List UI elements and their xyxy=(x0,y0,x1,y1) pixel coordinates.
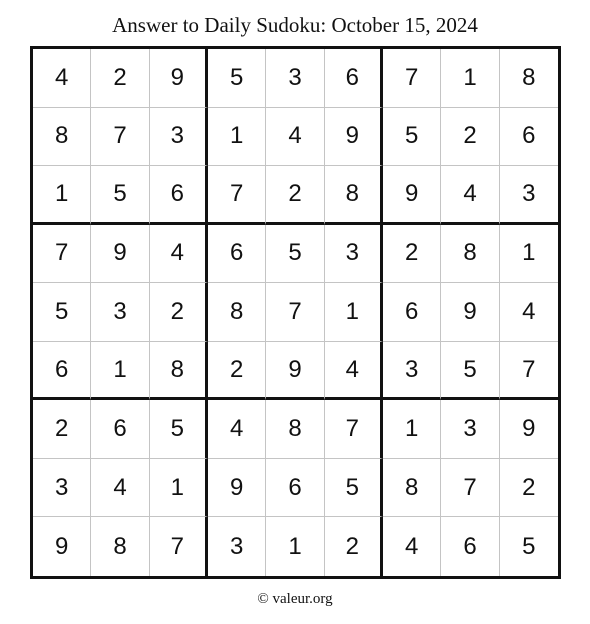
sudoku-cell: 3 xyxy=(441,400,499,459)
sudoku-cell: 4 xyxy=(383,517,441,576)
sudoku-board xyxy=(30,46,561,579)
sudoku-cell: 5 xyxy=(91,166,149,225)
sudoku-cell: 5 xyxy=(522,532,536,560)
sudoku-cell: 6 xyxy=(91,400,149,459)
sudoku-cell: 9 xyxy=(325,108,383,167)
sudoku-cell: 4 xyxy=(208,400,266,459)
sudoku-cell: 2 xyxy=(441,108,499,167)
sudoku-cell: 9 xyxy=(91,225,149,284)
sudoku-cell: 7 xyxy=(91,108,149,167)
sudoku-cell: 5 xyxy=(33,283,91,342)
sudoku-cell: 2 xyxy=(150,283,208,342)
sudoku-cell: 1 xyxy=(266,517,324,576)
sudoku-cell: 2 xyxy=(383,225,441,284)
sudoku-cell: 9 xyxy=(500,400,558,459)
sudoku-cell: 8 xyxy=(441,225,499,284)
sudoku-cell: 7 xyxy=(208,166,266,225)
sudoku-cell: 7 xyxy=(150,517,208,576)
sudoku-cell: 5 xyxy=(441,342,499,401)
sudoku-cell: 8 xyxy=(91,517,149,576)
sudoku-cell: 9 xyxy=(266,342,324,401)
sudoku-cell: 6 xyxy=(325,49,383,108)
sudoku-cell: 4 xyxy=(266,108,324,167)
sudoku-cell: 9 xyxy=(33,517,91,576)
sudoku-cell: 2 xyxy=(266,166,324,225)
sudoku-cell: 8 xyxy=(500,49,558,108)
sudoku-cell: 4 xyxy=(325,342,383,401)
sudoku-cell: 7 xyxy=(33,225,91,284)
sudoku-cell: 8 xyxy=(208,283,266,342)
sudoku-cell: 1 xyxy=(325,283,383,342)
sudoku-cell: 7 xyxy=(500,342,558,401)
sudoku-cell: 6 xyxy=(208,225,266,284)
sudoku-cell: 9 xyxy=(441,283,499,342)
sudoku-cell: 7 xyxy=(325,400,383,459)
sudoku-cell: 3 xyxy=(266,49,324,108)
sudoku-cell: 1 xyxy=(383,400,441,459)
sudoku-cell: 5 xyxy=(325,459,383,518)
sudoku-cell: 9 xyxy=(208,459,266,518)
puzzle-title: Answer to Daily Sudoku: October 15, 2024 xyxy=(112,13,478,37)
sudoku-cell: 2 xyxy=(91,49,149,108)
sudoku-cell: 4 xyxy=(150,225,208,284)
sudoku-cell: 8 xyxy=(383,459,441,518)
sudoku-cell: 4 xyxy=(33,49,91,108)
sudoku-cell: 6 xyxy=(150,166,208,225)
sudoku-cell: 3 xyxy=(500,166,558,225)
sudoku-cell: 3 xyxy=(383,342,441,401)
sudoku-cell: 3 xyxy=(91,283,149,342)
sudoku-cell: 5 xyxy=(383,108,441,167)
sudoku-cell: 1 xyxy=(91,342,149,401)
sudoku-cell: 4 xyxy=(500,283,558,342)
sudoku-cell: 2 xyxy=(33,400,91,459)
sudoku-cell: 6 xyxy=(500,108,558,167)
sudoku-cell: 3 xyxy=(325,225,383,284)
sudoku-cell: 8 xyxy=(325,166,383,225)
sudoku-cell: 3 xyxy=(208,517,266,576)
sudoku-cell: 5 xyxy=(208,49,266,108)
sudoku-cell: 8 xyxy=(266,400,324,459)
sudoku-cell: 6 xyxy=(383,283,441,342)
sudoku-cell: 2 xyxy=(208,342,266,401)
sudoku-cell: 5 xyxy=(150,400,208,459)
sudoku-cell: 6 xyxy=(441,517,499,576)
sudoku-cell: 3 xyxy=(33,459,91,518)
sudoku-cell: 4 xyxy=(91,459,149,518)
sudoku-cell: 1 xyxy=(208,108,266,167)
sudoku-cell: 2 xyxy=(325,517,383,576)
sudoku-cell: 7 xyxy=(441,459,499,518)
copyright-footer: © valeur.org xyxy=(257,591,333,607)
sudoku-cell: 1 xyxy=(500,225,558,284)
sudoku-cell: 1 xyxy=(441,49,499,108)
sudoku-cell: 5 xyxy=(266,225,324,284)
sudoku-cell: 7 xyxy=(383,49,441,108)
sudoku-cell: 9 xyxy=(150,49,208,108)
sudoku-cell: 2 xyxy=(500,459,558,518)
sudoku-cell: 6 xyxy=(33,342,91,401)
sudoku-cell: 6 xyxy=(266,459,324,518)
sudoku-cell: 7 xyxy=(266,283,324,342)
sudoku-cell: 8 xyxy=(33,108,91,167)
sudoku-cell: 3 xyxy=(150,108,208,167)
sudoku-cell: 1 xyxy=(150,459,208,518)
sudoku-cell: 4 xyxy=(441,166,499,225)
sudoku-cell: 1 xyxy=(33,166,91,225)
sudoku-cell: 9 xyxy=(383,166,441,225)
sudoku-cell: 8 xyxy=(150,342,208,401)
